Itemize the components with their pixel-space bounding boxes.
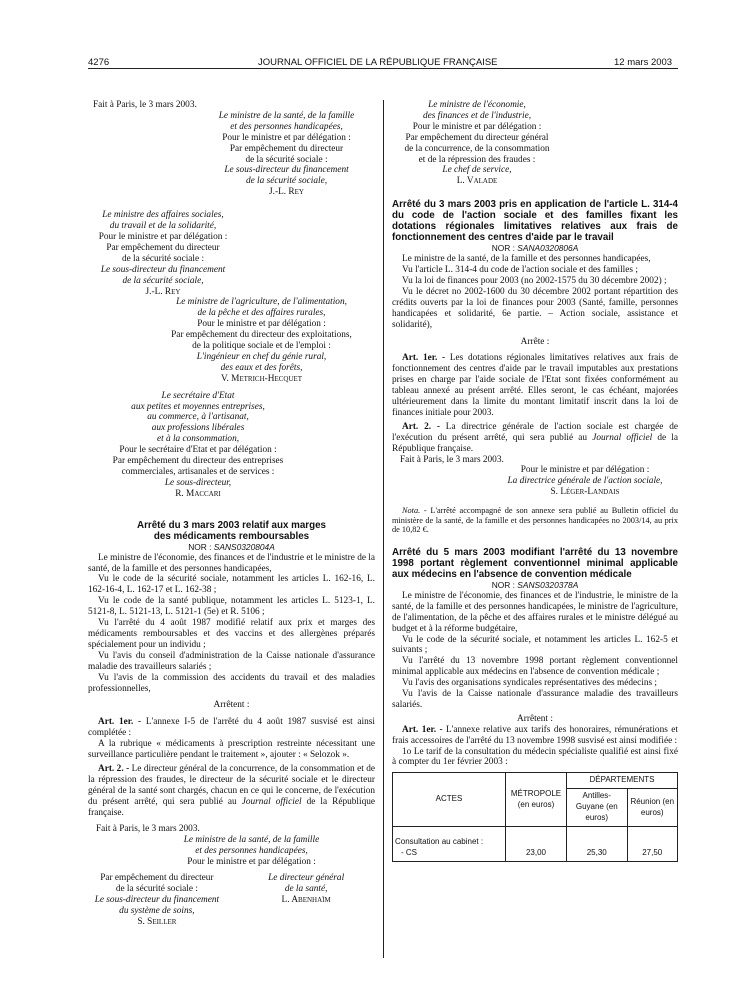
signatory-title: Le ministre de la santé, de la famille — [183, 835, 320, 846]
signatory-role: Le sous-directeur du financement — [94, 894, 220, 905]
arrete-marges — [88, 520, 375, 928]
signatory-title: aux professions libérales — [151, 423, 245, 434]
signatory-title: Le ministre de l'agriculture, de l'alimentation, — [176, 297, 347, 308]
tariff-table — [392, 772, 678, 862]
arrete-medecins — [392, 547, 678, 862]
nor-code: SANS0320804A — [213, 541, 275, 552]
delegation-line: et de la répression des fraudes : — [418, 154, 536, 165]
arretent-heading: Arrêtent : — [213, 700, 250, 711]
arrete-title: Arrêté du 5 mars 2003 modifiant l'arrêté du 13 novembre 1998 portant règlement conventionnel minimal applicable aux médecins en l'absence de convention médicale — [392, 546, 678, 580]
signatory-title: Le secrétaire d'Etat — [161, 390, 235, 401]
article-text: L'annexe I-5 de l'arrêté du 4 août 1987 susvisé est ainsi complétée : — [88, 717, 375, 739]
nota-label: Nota. - — [402, 506, 427, 516]
row-label — [393, 827, 506, 862]
cell-reunion: 27,50 — [627, 827, 678, 862]
arrete-title: Arrêté du 3 mars 2003 pris en application de l'article L. 314-4 du code de l'action sociale et des familles fixant les dotations régionales limitatives relatives aux frais de fonctionnement des centres d'aide par le travail — [392, 199, 678, 244]
header-rule — [88, 68, 678, 69]
signatory-role: de la sécurité sociale, — [245, 176, 328, 187]
nor-code: SANS0320378A — [517, 579, 579, 590]
article-label: Art. 1er. - — [402, 353, 446, 364]
arrete-title: Arrêté du 3 mars 2003 relatif aux marges des médicaments remboursables — [137, 519, 326, 542]
signatory-role: Le sous-directeur du financement — [224, 165, 349, 176]
signatory-title: et des personnes handicapées, — [230, 121, 343, 132]
signatory-role: des eaux et des forêts, — [220, 362, 303, 373]
list-item: 1o Le tarif de la consultation du médecin spécialiste qualifié est ainsi fixé à compter du 1er février 2003 : — [392, 746, 678, 768]
delegation-line: Pour le ministre et par délégation : — [520, 465, 650, 476]
signatory-role: Le directeur général — [268, 873, 345, 884]
issue-date: 12 mars 2003 — [614, 57, 673, 68]
visa-paragraph: Vu le code de la sécurité sociale, et notamment les articles L. 162-5 et suivants ; — [392, 634, 678, 656]
signatory-name: L. Valade — [456, 176, 498, 187]
signatory-role: L'ingénieur en chef du génie rural, — [196, 351, 327, 362]
article-text: Le directeur général de la concurrence, de la consommation et de la répression des fraudes, le directeur de la sécurité sociale et le directeur général de la santé sont chargés, chacun en ce qui le concerne, de l'exécution du présent arrêté, qui sera publié au — [88, 763, 375, 807]
visa-paragraph: Vu l'arrêté du 4 août 1987 modifié relatif aux prix et marges des médicaments remboursables et des vaccins et des allergènes préparés spécialement pour un individu ; — [88, 618, 375, 650]
signatory-title: Le ministre des affaires sociales, — [102, 210, 224, 221]
table-row — [393, 827, 678, 862]
cell-antilles-guyane: 25,30 — [567, 827, 628, 862]
visa-paragraph: Le ministre de la santé, de la famille et des personnes handicapées, — [402, 254, 651, 265]
signatory-role: de la santé, — [284, 884, 328, 894]
article-text: de la République française. — [392, 432, 678, 454]
delegation-line: Pour le ministre et par délégation : — [222, 132, 351, 143]
article-2 — [88, 764, 375, 819]
nota — [392, 506, 678, 535]
visa-paragraph: Vu l'avis de la Caisse nationale d'assurance maladie des travailleurs salariés. — [392, 689, 678, 710]
row-label-line: - CS — [401, 848, 417, 858]
article-text: Les dotations régionales limitatives relatives aux frais de fonctionnement des centres d'aide par le travail imputables aux prestations prises en charge par l'aide sociale de l'Etat sont fixées conformément au tableau annexé au présent arrêté. Elles seront, le cas échéant, majorées ultérieurement dans la limite du montant limitatif inscrit dans la loi de finances initiale pour 2003. — [392, 353, 678, 418]
signatory-title: de la pêche et des affaires rurales, — [197, 308, 326, 319]
journal-officiel-ref: Journal officiel — [592, 432, 653, 443]
delegation-line: de la politique sociale et de l'emploi : — [192, 341, 331, 352]
page-header — [0, 0, 751, 70]
visa-paragraph: Vu l'avis du conseil d'administration de la Caisse nationale d'assurance maladie des travailleurs salariés ; — [88, 650, 375, 672]
nor-label: NOR : — [491, 243, 515, 254]
cell-metropole: 23,00 — [506, 827, 567, 862]
delegation-line: Pour le ministre et par délégation : — [187, 857, 316, 868]
delegation-line: Par empêchement du directeur général — [405, 132, 549, 143]
journal-officiel-ref: Journal officiel — [241, 796, 302, 807]
delegation-line: Pour le ministre et par délégation : — [412, 121, 542, 132]
row-label-line: Consultation au cabinet : — [395, 837, 484, 847]
delegation-line: Pour le ministre et par délégation : — [98, 231, 228, 242]
fait-line: Fait à Paris, le 3 mars 2003. — [96, 824, 200, 835]
signatory-title: et des personnes handicapées, — [195, 846, 308, 857]
signatory-title: au commerce, à l'artisanat, — [147, 412, 249, 423]
visa-paragraph: Vu le code de la sécurité sociale, notamment les articles L. 162-16, L. 162-16-4, L. 162-17 et L. 162-38 ; — [88, 574, 375, 596]
nor-reference — [392, 580, 678, 591]
arrete-cat — [392, 199, 678, 535]
article-label: Art. 1er. - — [98, 717, 142, 728]
delegation-line: de la sécurité sociale : — [245, 154, 328, 165]
delegation-line: Par empêchement du directeur — [100, 873, 214, 884]
signatory-role: La directrice générale de l'action sociale, — [507, 476, 663, 487]
article-2 — [392, 422, 678, 455]
page-number: 4276 — [88, 57, 110, 68]
nor-label: NOR : — [491, 579, 515, 590]
delegation-line: Par empêchement du directeur des entreprises — [112, 456, 284, 467]
visa-paragraph: Vu l'avis des organisations syndicales représentatives des médecins ; — [402, 678, 657, 689]
article-1 — [392, 353, 678, 418]
nor-reference — [392, 243, 678, 254]
delegation-line: de la sécurité sociale : — [115, 884, 198, 894]
col-header-actes: ACTES — [393, 773, 506, 827]
signature-block-previous — [88, 100, 375, 500]
visa-paragraph: Le ministre de l'économie, des finances et de l'industrie et le ministre de la santé, de la famille et des personnes handicapées, — [88, 552, 375, 574]
signatory-name: S. Seiller — [137, 916, 177, 927]
signatory-role: de la sécurité sociale, — [122, 275, 204, 286]
signatory-title: Le ministre de l'économie, — [428, 100, 526, 110]
signatory-name: J.-L. Rey — [145, 286, 181, 297]
signature-block-economie — [392, 100, 562, 187]
article-text: de la République française. — [88, 796, 375, 818]
article-1 — [392, 725, 678, 747]
signatory-name: L. Abenhaïm — [281, 894, 331, 905]
signatory-role: du système de soins, — [119, 905, 195, 916]
article-text: L'annexe relative aux tarifs des honoraires, rémunérations et frais accessoires de l'arrêté du 13 novembre 1998 susvisé est ainsi modifiée : — [392, 724, 678, 746]
col-header-metropole: MÉTROPOLE (en euros) — [506, 773, 567, 827]
fait-line: Fait à Paris, le 3 mars 2003. — [93, 100, 197, 110]
delegation-line: de la sécurité sociale : — [121, 253, 205, 264]
col-header-departements: DÉPARTEMENTS — [567, 773, 678, 789]
nor-code: SANA0320806A — [517, 243, 579, 254]
article-label: Art. 1er. - — [402, 724, 443, 735]
signatory-name: R. Maccari — [175, 488, 221, 499]
signatory-name: S. Léger-Landais — [550, 487, 620, 498]
right-column — [392, 100, 678, 862]
signatory-name: J.-L. Rey — [269, 187, 304, 198]
visa-paragraph: Vu le code de la santé publique, notamment les articles L. 5123-1, L. 5121-8, L. 5121-13, L. 5121-1 (5e) et R. 5106 ; — [88, 596, 375, 618]
arretent-heading: Arrêtent : — [517, 713, 553, 724]
delegation-line: Par empêchement du directeur des exploitations, — [171, 330, 352, 341]
delegation-line: de la concurrence, de la consommation — [404, 143, 550, 154]
article-text: A la rubrique « médicaments à prescription restreinte nécessitant une surveillance particulière pendant le traitement », ajouter : « Selozok ». — [88, 739, 375, 761]
signatory-title: Le ministre de la santé, de la famille — [218, 110, 355, 121]
left-column — [88, 100, 375, 928]
signatory-name: V. Metrich-Hecquet — [220, 373, 303, 384]
arrete-heading: Arrête : — [520, 336, 550, 347]
signatory-role: Le sous-directeur, — [164, 477, 232, 488]
delegation-line: Par empêchement du directeur — [229, 143, 344, 154]
delegation-line: Pour le secrétaire d'Etat et par délégation : — [119, 445, 277, 456]
delegation-line: commerciales, artisanales et de services : — [121, 467, 275, 477]
article-1 — [88, 717, 375, 739]
visa-paragraph: Vu l'avis de la commission des accidents du travail et des maladies professionnelles, — [88, 672, 375, 694]
article-label: Art. 2. - — [98, 763, 130, 774]
col-header-antilles-guyane: Antilles-Guyane (en euros) — [567, 789, 628, 827]
visa-paragraph: Vu l'article L. 314-4 du code de l'action sociale et des familles ; — [402, 265, 638, 276]
delegation-line: Pour le ministre et par délégation : — [197, 319, 326, 330]
nota-text: L'arrêté accompagné de son annexe sera publié au Bulletin officiel du ministère de la santé, de la famille et des personnes handicapées no 2003/14, au prix de 10,82 €. — [392, 506, 678, 535]
visa-paragraph: Le ministre de l'économie, des finances et de l'industrie, le ministre de la santé, de la famille et des personnes handicapées, le ministre de l'agriculture, de l'alimentation, de la pêche et des affaires rurales et le ministre délégué au budget et à la réforme budgétaire, — [392, 590, 678, 634]
delegation-line: Par empêchement du directeur — [106, 242, 220, 253]
visa-paragraph: Vu la loi de finances pour 2003 (no 2002-1575 du 30 décembre 2002) ; — [402, 275, 667, 286]
journal-title: JOURNAL OFFICIEL DE LA RÉPUBLIQUE FRANÇAISE — [258, 57, 498, 68]
column-divider — [383, 100, 384, 958]
signatory-role: Le sous-directeur du financement — [100, 264, 226, 275]
nor-label: NOR : — [188, 541, 212, 552]
col-header-reunion: Réunion (en euros) — [627, 789, 678, 827]
fait-line: Fait à Paris, le 3 mars 2003. — [400, 454, 504, 465]
signatory-title: du travail et de la solidarité, — [109, 221, 217, 232]
signatory-title: aux petites et moyennes entreprises, — [131, 401, 265, 412]
signatory-role: Le chef de service, — [442, 165, 512, 176]
signatory-title: des finances et de l'industrie, — [422, 110, 532, 121]
nor-reference — [88, 542, 375, 553]
signatory-title: et à la consommation, — [156, 434, 240, 445]
article-label: Art. 2. - — [402, 421, 440, 432]
visa-paragraph: Vu le décret no 2002-1600 du 30 décembre 2002 portant répartition des crédits ouverts par la loi de finances pour 2003 (Santé, famille, personnes handicapées et solidarité, 6e partie. – Action sociale, assistance et solidarité), — [392, 286, 678, 330]
article-text: La directrice générale de l'action sociale est chargée de l'exécution du présent arrêté, qui sera publié au — [392, 421, 678, 443]
visa-paragraph: Vu l'arrêté du 13 novembre 1998 portant règlement conventionnel minimal applicable aux médecins en l'absence de convention médicale ; — [392, 656, 678, 678]
